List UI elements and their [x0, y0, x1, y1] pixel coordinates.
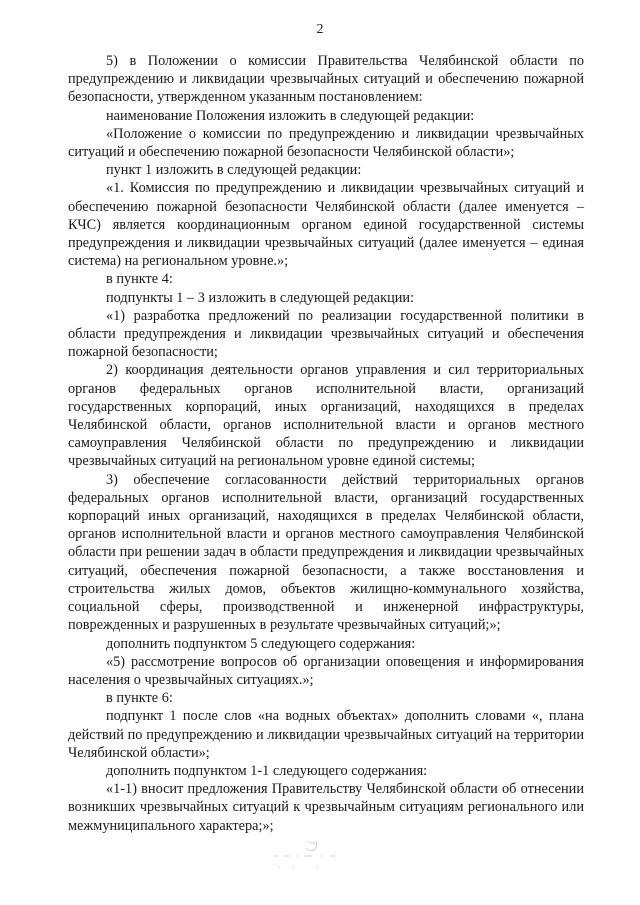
- document-body: [68, 52, 584, 835]
- paragraph-subpoint-1: «1) разработка предложений по реализации государственной политики в области предупреждения и ликвидации чрезвычайных ситуаций и обеспечения пожарной безопасности;: [68, 307, 584, 361]
- stamp-scribble-icon: [268, 839, 358, 873]
- paragraph-subpoints-intro: подпункты 1 – 3 изложить в следующей редакции:: [106, 289, 415, 306]
- paragraph-subpoint-5: «5) рассмотрение вопросов об организации оповещения и информирования населения о чрезвычайных ситуациях.»;: [68, 653, 584, 688]
- paragraph-subpoint-3: 3) обеспечение согласованности действий территориальных органов федеральных органов исполнительной власти, организаций государственных корпораций иных организаций, находящихся в пределах Челябинской области, органов исполнительной власти и органов местного самоуправления Челябинской области при решении задач в области предупреждения и ликвидации чрезвычайных ситуаций, обеспечения пожарной безопасности, а также восстановления и строительства жилых домов, объектов жилищно-коммунального хозяйства, социальной сферы, производственной и инженерной инфраструктуры, поврежденных и разрушенных в результате чрезвычайных ситуаций;»;: [68, 471, 584, 634]
- paragraph-point-4-intro: в пункте 4:: [106, 271, 173, 288]
- paragraph-subpoint-5-intro: дополнить подпунктом 5 следующего содержания:: [106, 635, 416, 652]
- paragraph-point-6-subpoint-1: подпункт 1 после слов «на водных объектах» дополнить словами «, плана действий по предупреждению и ликвидации чрезвычайных ситуаций на территории Челябинской области»;: [68, 708, 584, 761]
- paragraph-point-6-intro: в пункте 6:: [106, 690, 173, 707]
- paragraph-title-change: наименование Положения изложить в следующей редакции:: [106, 107, 475, 124]
- paragraph-subpoint-1-1-intro: дополнить подпунктом 1-1 следующего содержания:: [106, 762, 428, 779]
- faint-stamp-mark: [268, 839, 358, 873]
- page-number: 2: [316, 22, 324, 37]
- paragraph-point-1-text: «1. Комиссия по предупреждению и ликвидации чрезвычайных ситуаций и обеспечению пожарной безопасности Челябинской области (далее именуется – КЧС) является координационным органом единой государственной системы предупреждения и ликвидации чрезвычайных ситуаций (далее именуется – единая система) на региональном уровне.»;: [68, 180, 584, 270]
- paragraph-item-5: 5) в Положении о комиссии Правительства Челябинской области по предупреждению и ликвидации чрезвычайных ситуаций и обеспечению пожарной безопасности, утвержденном указанным постановлением:: [68, 53, 584, 106]
- paragraph-subpoint-2: 2) координация деятельности органов управления и сил территориальных органов федеральных органов исполнительной власти, организаций государственных корпораций, иных организаций, находящихся в пределах Челябинской области, органов исполнительной власти и органов местного самоуправления Челябинской области по предупреждению и ликвидации чрезвычайных ситуаций на региональном уровне единой системы;: [68, 362, 584, 470]
- paragraph-subpoint-1-1: «1-1) вносит предложения Правительству Челябинской области об отнесении возникших чрезвычайных ситуаций к чрезвычайным ситуациям регионального или межмуниципального характера;»;: [68, 781, 584, 834]
- paragraph-new-title: «Положение о комиссии по предупреждению и ликвидации чрезвычайных ситуаций и обеспечению пожарной безопасности Челябинской области»;: [68, 125, 584, 161]
- paragraph-point-1-intro: пункт 1 изложить в следующей редакции:: [106, 162, 362, 179]
